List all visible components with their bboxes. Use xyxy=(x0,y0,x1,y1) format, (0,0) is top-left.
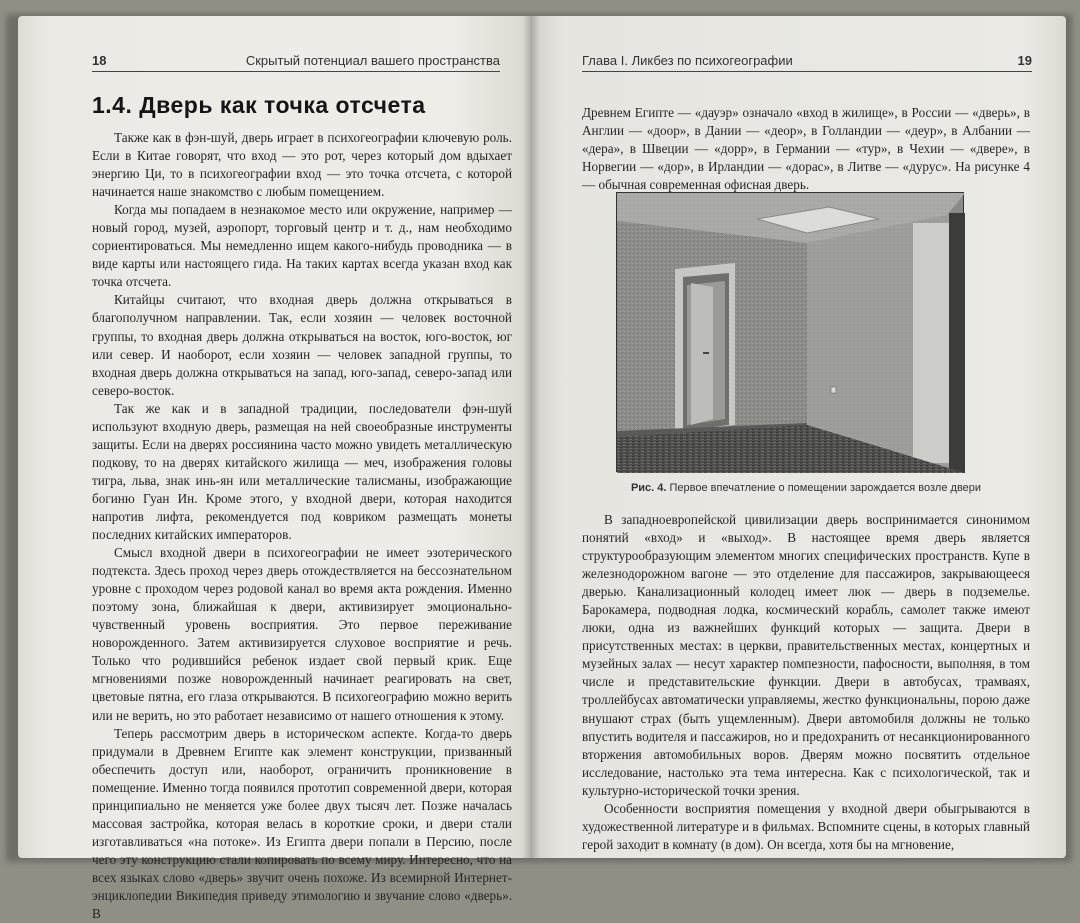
left-page xyxy=(18,16,530,922)
paragraph: Особенности восприятия помещения у входной двери обыгрываются в художественной литературе и в фильмах. Вспомните сцены, в которых главный герой заходит в комнату (в дом). Он всегда, хотя бы на мгновение, xyxy=(582,800,1030,852)
figure-label: Рис. 4. xyxy=(630,482,667,494)
left-running-head xyxy=(92,52,500,72)
section-title: 1.4. Дверь как точка отсчета xyxy=(92,92,426,118)
office-door-photo xyxy=(616,192,964,472)
right-running-head xyxy=(582,52,1032,72)
paragraph: В западноевропейской цивилизации дверь воспринимается синонимом понятий «вход» и «выход». В настоящее время дверь является структурообразующим элементом многих специфических пространств. Купе в железнодорожном вагоне — это отделение для пассажиров, закрывающееся дверью. Канализационный колодец имеет люк — дверь в подземелье. Барокамера, подводная лодка, космический корабль, самолет также имеют люки, одна из важнейших функций которых — защита. Двери в присутственных местах: в церкви, правительственных местах, концертных и музейных залах — несут характер помпезности, пафосности, выполняя, в том числе и представительские функции. Двери в автобусах, трамваях, троллейбусах автоматически управляемы, жестко функциональны, порою даже внушают страх (быть ущемленным). Двери автомобиля должны не только впустить водителя и пассажиров, но и предохранить от несанкционированного вторжения автомобильных воров. Дверям можно посвятить отдельное исследование, настолько эта тема интересна. Как с психологической, так и культурно-исторической точки зрения. xyxy=(582,512,1030,798)
paragraph: Когда мы попадаем в незнакомое место или окружение, например — новый город, музей, аэропорт, торговый центр и т. д., нам необходимо сориентироваться. Мы немедленно ищем какого-нибудь проводника — в виде карты или настоящего гида. На таких картах всегда указан вход как точка отсчета. xyxy=(92,202,512,290)
right-bottom-text xyxy=(582,511,1030,854)
paragraph: Смысл входной двери в психогеографии не имеет эзотерического подтекста. Здесь проход через дверь отождествляется на бессознательном уровне с проходом через родовой канал во время акта рождения. Именно поэтому зона, ближайшая к двери, активизирует эмоционально-чувственный уровень восприятия. Это первое переживание новорожденного. Затем активизируется слуховое восприятие и речь. Только что родившийся ребенок издает свой первый крик. Еще мгновениями позже новорожденный начинает реагировать на свет, цветовые пятна, его глаза открываются. В психогеографию можно верить или не верить, но это работает независимо от нашего отношения к этому. xyxy=(92,545,512,723)
right-top-text xyxy=(582,104,1030,194)
right-running-title: Глава I. Ликбез по психогеографии xyxy=(582,53,793,68)
paragraph: Также как в фэн-шуй, дверь играет в психогеографии ключевую роль. Если в Китае говорят, что вход — это рот, через который дом вдыхает энергию Ци, то в психогеографии вход — это точка отсчета, с которой начинается наше знакомство с любым помещением. xyxy=(92,130,512,200)
figure-caption xyxy=(582,482,1030,494)
left-page-number: 18 xyxy=(92,53,107,68)
paragraph: Теперь рассмотрим дверь в историческом аспекте. Когда-то дверь придумали в Древнем Египте как элемент конструкции, призванный обеспечить доступ или, наоборот, ограничить проникновение в помещение. Именно тогда появился прототип современной двери, которая принципиально не меняется уже более двух тысяч лет. Позже началась массовая застройка, которая велась в короткие сроки, и двери стали изготавливаться «на потоке». Из Египта двери попали в Персию, после чего эту конструкцию стали копировать по всему миру. Интересно, что на всех языках слово «дверь» звучит очень похоже. Из всемирной Интернет-энциклопедии Википедия приведу этимологию и звучание слово «дверь». В xyxy=(92,725,512,922)
paragraph: Так же как и в западной традиции, последователи фэн-шуй используют входную дверь, размещая на ней своеобразные инструменты защиты. Если на дверях россиянина часто можно увидеть металлическую подкову, то на дверях китайского жилища — меч, изображения головы тигра, льва, знак инь-ян или металлические талисманы, изображающие богиню Гуан Ин. Кроме этого, у входной двери, которая находится напротив лифта, рекомендуется под ковриком размещать монеты последних китайских императоров. xyxy=(92,400,512,543)
paragraph: Китайцы считают, что входная дверь должна открываться в благополучном направлении. Так, если хозяин — человек восточной группы, то входная дверь должна открываться на восток, юго-восток, юг или север. И наоборот, если хозяин — человек западной группы, то входная дверь должна открываться на запад, юго-запад, северо-запад или северо-восток. xyxy=(92,292,512,398)
right-page-number: 19 xyxy=(1017,53,1032,68)
book-gutter xyxy=(522,16,540,858)
figure-caption-text: Первое впечатление о помещении зарождается возле двери xyxy=(669,482,982,494)
left-running-title: Скрытый потенциал вашего пространства xyxy=(245,53,500,68)
paragraph: Древнем Египте — «дауэр» означало «вход в жилище», в России — «дверь», в Англии — «доор», в Дании — «деор», в Голландии — «деур», в Албании — «дера», в Швеции — «дорр», в Германии — «тур», в Чехии — «двере», в Норвегии — «дор», в Ирландии — «дорас», в Литве — «дурус». На рисунке 4 — обычная современная офисная дверь. xyxy=(582,105,1030,193)
right-page xyxy=(530,16,1066,858)
left-body-text xyxy=(92,129,512,923)
